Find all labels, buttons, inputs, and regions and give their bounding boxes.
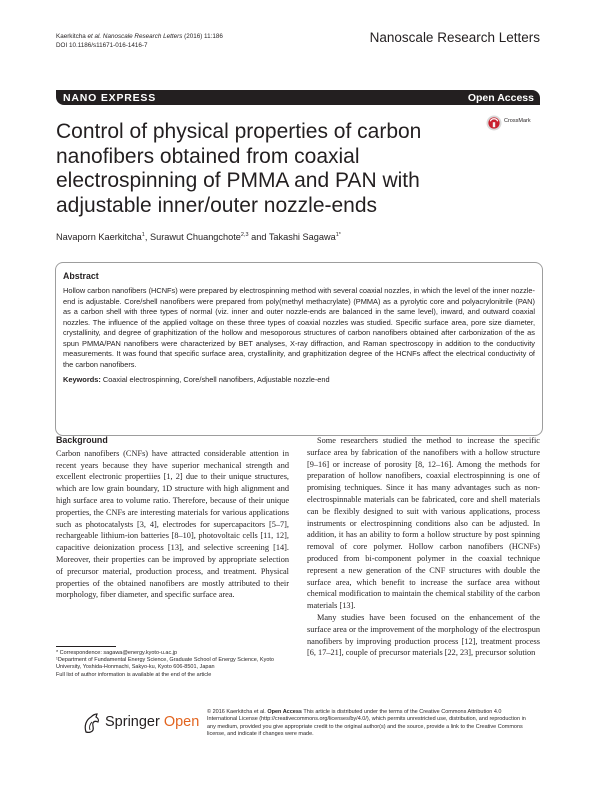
body-paragraph: Carbon nanofibers (CNFs) have attracted considerable attention in recent years because they have superior mechanical strength and excellent electronic propertiies [1, 2] due to their unique structures, which are low grain boundary, 1D structure with high alignment and high surface area to volume ratio. Therefore, because of their unique properties, the CNFs are interesting materials for various applications such as photocatalysts [3, 4], electrodes for supercapacitors [5–7], rechargeable lithium-ion batteries [8–10], photovoltaic cells [11, 12], capacitive deionization process [13], and selective screening [14]. Moreover, their properties can be improved by appropriate selection of precursor material, production process, and treatment. Physical properties of the obtained nanofibers are mostly attributed to their morphology, fiber diameter, and specific surface area.	[56, 448, 289, 600]
author-name[interactable]: Takashi Sagawa	[268, 232, 336, 243]
author-separator: ,	[144, 232, 150, 243]
keywords	[63, 375, 535, 385]
publisher-logo-text	[105, 714, 199, 730]
author-affiliation-mark: 1*	[335, 232, 341, 238]
section-banner	[56, 90, 540, 105]
author-affiliation-mark: 1	[141, 232, 145, 238]
crossmark-label: CrossMark	[504, 118, 531, 124]
abstract-heading: Abstract	[63, 271, 99, 281]
citation-year-volume: (2016) 11:186	[182, 33, 223, 40]
citation-doi[interactable]: DOI 10.1186/s11671-016-1416-7	[56, 41, 148, 49]
keywords-label: Keywords:	[63, 375, 101, 384]
keywords-list: Coaxial electrospinning, Core/shell nanofibers, Adjustable nozzle-end	[102, 375, 330, 384]
section-heading-background: Background	[56, 435, 108, 445]
body-column-left	[56, 435, 289, 601]
section-label: NANO EXPRESS	[63, 91, 157, 104]
publisher-name-open: Open	[163, 714, 200, 730]
article-title: Control of physical properties of carbon nanofibers obtained from coaxial electrospinning of PMMA and PAN with adjustable inner/outer nozzle-ends	[56, 120, 422, 217]
author-name[interactable]: Navaporn Kaerkitcha	[56, 232, 142, 243]
body-column-right	[307, 435, 540, 659]
citation-header	[56, 33, 356, 50]
footnote-divider	[56, 646, 116, 647]
license-text: This article is distributed under the terms of the Creative Commons Attribution 4.0 International License (http://creativecommons.org/licenses/by/4.0/), which permits unrestricted use, distribution, and reproduction in any medium, provided you give appropriate credit to the original author(s) and the source, provide a link to the Creative Commons license, and indicate if changes were made.	[207, 709, 526, 737]
citation-journal-italic: et al. Nanoscale Research Letters	[87, 33, 183, 40]
license-statement	[207, 709, 532, 738]
abstract-box	[55, 262, 543, 436]
abstract-text: Hollow carbon nanofibers (HCNFs) were prepared by electrospinning method with several coaxial nozzles, in which the level of the inner nozzle-end is adjustable. Core/shell nanofibers were prepared from poly(methyl methacrylate) (PMMA) as a pyrolytic core and polyacrylonitrile (PAN) as a carbon shell with three types of normal (viz. inner and outer nozzle-ends are balanced in the same level), inward, and outward coaxial nozzles. The influence of the applied voltage on these three types of coaxial nozzles was studied. Specific surface area, pore size diameter, crystallinity, and degree of graphitization of the hollow and mesoporous structures of carbon nanofibers obtained after carbonization of the as spun PMMA/PAN nanofibers were characterized by BET analyses, X-ray diffraction, and Raman spectroscopy in addition to the conductivity measurements. It was found that specific surface area, crystallinity, and graphitization degree of the HCNFs affect the electrical conductivity of the carbon nanofibers.	[63, 286, 535, 369]
footnotes	[56, 650, 292, 679]
author-list	[56, 232, 341, 242]
license-open-access: Open Access	[267, 709, 302, 715]
body-paragraph: Some researchers studied the method to increase the specific surface area by fabrication of the nanofibers with a hollow structure [9–16] or increase of porosity [8, 12–16]. Among the methods for preparation of hollow nanofibers, coaxial electrospinning is one of promising techniques. Since it has many advantages such as non-electrospinnable materials can be fabricated, core and shell materials can be flexibly designed to suit with various applications, process instruments or electrospinning conditions also can be adjusted. In addition, it has an ability to form a hollow structure by post spinning removal of core polymer. Hollow carbon nanofibers (HCNFs) produced from bi-component polymer in the coaxial technique represent a new generation of the CNF structures with double the surface area, which benefit to increase the surface area without chemical modification to maintain the chemical stability of the carbon materials [13].	[307, 436, 540, 611]
correspondence-footnote[interactable]: * Correspondence: sagawa@energy.kyoto-u.ac.jp	[56, 650, 178, 656]
license-copyright: © 2016 Kaerkitcha et al.	[207, 709, 268, 715]
author-separator: and	[248, 232, 269, 243]
crossmark-icon	[486, 115, 502, 131]
open-access-label: Open Access	[467, 91, 534, 104]
crossmark-button[interactable]	[486, 115, 544, 133]
body-paragraph: Many studies have been focused on the enhancement of the surface area or the improvement of the morphology of the electrospun nanofibers by improving production process [12], treatment process [6, 17–21], couple of precursor materials [22, 23], precursor solution	[307, 612, 540, 658]
author-info-note: Full list of author information is available at the end of the article	[56, 671, 212, 678]
author-name[interactable]: Surawut Chuangchote	[149, 232, 241, 243]
journal-name: Nanoscale Research Letters	[369, 30, 540, 45]
springer-horse-icon	[82, 712, 102, 734]
publisher-name: Springer Open	[105, 714, 200, 730]
citation-authors: Kaerkitcha	[56, 33, 88, 40]
author-affiliation-mark: 2,3	[240, 232, 249, 238]
affiliation-footnote: ¹Department of Fundamental Energy Science, Graduate School of Energy Science, Kyoto University, Yoshida-Honmachi, Sakyo-ku, Kyoto 606-8501, Japan	[56, 657, 274, 671]
citation-line-1	[56, 33, 356, 42]
